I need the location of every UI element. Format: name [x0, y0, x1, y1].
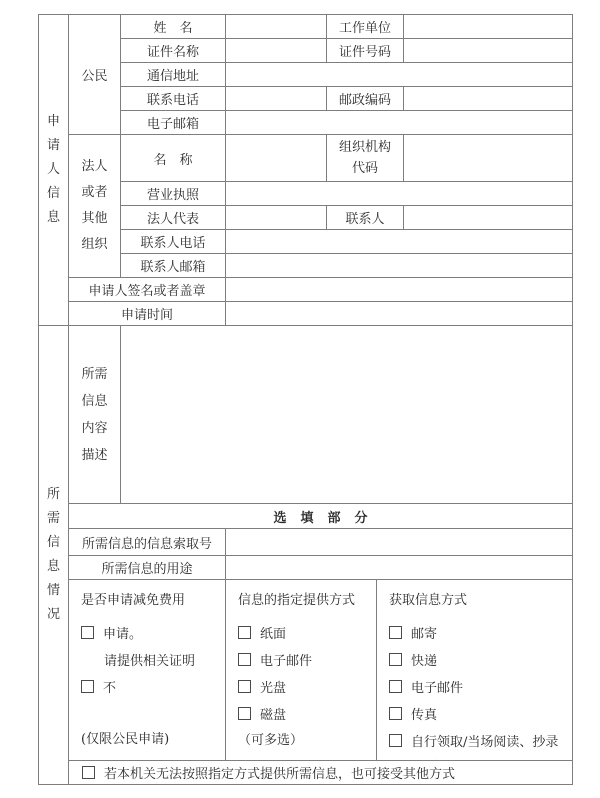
address-input-cell[interactable] — [226, 63, 573, 87]
side-char: 请 — [46, 138, 60, 153]
org-code-input-cell[interactable] — [404, 135, 573, 182]
provide-email-label: 电子邮件 — [260, 654, 313, 669]
org-code-line: 代码 — [352, 161, 379, 176]
table-row — [39, 278, 573, 302]
postcode-label: 邮政编码 — [327, 87, 404, 111]
contact-phone-label: 联系人电话 — [121, 230, 226, 254]
apply-time-input-cell[interactable] — [226, 302, 573, 326]
fee-option-no[interactable] — [81, 675, 116, 702]
phone-input-cell[interactable] — [226, 87, 327, 111]
side-char: 息 — [46, 559, 60, 574]
side-char: 息 — [46, 210, 60, 225]
fee-footnote: (仅限公民申请) — [81, 732, 170, 747]
desc-line: 内容 — [81, 420, 108, 436]
email-input-cell[interactable] — [226, 111, 573, 135]
legal-rep-input-cell[interactable] — [226, 206, 327, 230]
license-input-cell[interactable] — [226, 182, 573, 206]
desc-line: 信息 — [81, 393, 108, 409]
provide-option-cd[interactable] — [238, 675, 286, 702]
obtain-option-email[interactable] — [389, 675, 463, 702]
provide-option-paper[interactable] — [238, 621, 286, 648]
contact-label: 联系人 — [327, 206, 404, 230]
obtain-email-label: 电子邮件 — [411, 681, 464, 696]
contact-email-label: 联系人邮箱 — [121, 254, 226, 278]
legal-line: 组织 — [81, 237, 108, 252]
apply-time-label: 申请时间 — [69, 302, 226, 326]
org-code-line: 组织机构 — [339, 140, 392, 155]
org-name-input-cell[interactable] — [226, 135, 327, 182]
name-label: 姓 名 — [121, 15, 226, 39]
table-row — [39, 761, 573, 785]
obtain-self-checkbox[interactable] — [389, 734, 402, 747]
fee-waiver-title: 是否申请减免费用 — [81, 593, 186, 608]
provide-disk-checkbox[interactable] — [238, 707, 251, 720]
fee-waiver-cell — [69, 580, 226, 761]
signature-input-cell[interactable] — [226, 278, 573, 302]
postcode-input-cell[interactable] — [404, 87, 573, 111]
obtain-self-label: 自行领取/当场阅读、抄录 — [411, 735, 559, 750]
table-row — [39, 15, 573, 39]
provide-paper-checkbox[interactable] — [238, 626, 251, 639]
desc-line: 所需 — [81, 366, 108, 382]
provide-cd-checkbox[interactable] — [238, 680, 251, 693]
work-unit-input-cell[interactable] — [404, 15, 573, 39]
cert-no-label: 证件号码 — [327, 39, 404, 63]
table-row — [39, 135, 573, 182]
legal-line: 法人 — [81, 159, 108, 174]
phone-label: 联系电话 — [121, 87, 226, 111]
org-code-label — [327, 135, 404, 182]
obtain-footnote — [389, 756, 454, 761]
index-no-input-cell[interactable] — [226, 529, 573, 556]
provide-paper-label: 纸面 — [260, 627, 287, 642]
other-way-label: 若本机关无法按照指定方式提供所需信息，也可接受其他方式 — [104, 767, 456, 782]
desc-line: 描述 — [81, 447, 108, 463]
obtain-option-fax[interactable] — [389, 702, 437, 729]
obtain-express-label: 快递 — [411, 654, 438, 669]
license-label: 营业执照 — [121, 182, 226, 206]
side-char: 信 — [46, 186, 60, 201]
obtain-option-mail[interactable] — [389, 621, 437, 648]
provide-option-email[interactable] — [238, 648, 312, 675]
index-no-label: 所需信息的信息索取号 — [69, 529, 226, 556]
contact-input-cell[interactable] — [404, 206, 573, 230]
obtain-fax-label: 传真 — [411, 708, 438, 723]
table-row — [39, 326, 573, 504]
obtain-method-title: 获取信息方式 — [389, 593, 468, 608]
obtain-mail-label: 邮寄 — [411, 627, 438, 642]
provide-email-checkbox[interactable] — [238, 653, 251, 666]
optional-section-header: 选填部分 — [69, 504, 573, 529]
side-char: 人 — [46, 162, 60, 177]
citizen-group-label: 公民 — [69, 15, 121, 135]
side-char: 况 — [46, 607, 60, 622]
legal-line: 其他 — [81, 211, 108, 226]
obtain-express-checkbox[interactable] — [389, 653, 402, 666]
application-form-table — [38, 14, 573, 785]
contact-phone-input-cell[interactable] — [226, 230, 573, 254]
obtain-mail-checkbox[interactable] — [389, 626, 402, 639]
fee-apply-checkbox[interactable] — [81, 626, 94, 639]
fee-apply-note: 请提供相关证明 — [104, 654, 196, 669]
section-applicant-side-label — [39, 15, 69, 326]
side-char: 情 — [46, 583, 60, 598]
content-desc-label — [69, 326, 121, 504]
fee-no-label: 不 — [103, 681, 117, 696]
obtain-option-self[interactable] — [389, 729, 558, 756]
obtain-option-express[interactable] — [389, 648, 437, 675]
table-row — [39, 580, 573, 761]
email-label: 电子邮箱 — [121, 111, 226, 135]
other-way-checkbox[interactable] — [82, 766, 95, 779]
purpose-input-cell[interactable] — [226, 556, 573, 580]
side-char: 信 — [46, 535, 60, 550]
section-request-side-label — [39, 326, 69, 785]
fee-apply-label: 申请。 — [103, 627, 143, 642]
cert-name-input-cell[interactable] — [226, 39, 327, 63]
provide-footnote: （可多选） — [238, 733, 304, 748]
cert-name-label: 证件名称 — [121, 39, 226, 63]
other-way-cell[interactable] — [69, 761, 573, 785]
purpose-label: 所需信息的用途 — [69, 556, 226, 580]
provide-cd-label: 光盘 — [260, 681, 287, 696]
legal-line: 或者 — [81, 185, 108, 200]
provide-method-cell — [226, 580, 377, 761]
obtain-method-cell — [377, 580, 573, 761]
table-row — [39, 302, 573, 326]
fee-no-checkbox[interactable] — [81, 680, 94, 693]
table-row — [39, 529, 573, 556]
org-name-label: 名 称 — [121, 135, 226, 182]
content-desc-input-cell[interactable] — [121, 326, 573, 504]
table-row — [39, 504, 573, 529]
obtain-fax-checkbox[interactable] — [389, 707, 402, 720]
side-char: 申 — [46, 114, 60, 129]
contact-email-input-cell[interactable] — [226, 254, 573, 278]
provide-disk-label: 磁盘 — [260, 708, 287, 723]
provide-method-title: 信息的指定提供方式 — [238, 593, 356, 608]
fee-option-apply[interactable] — [81, 621, 142, 648]
cert-no-input-cell[interactable] — [404, 39, 573, 63]
signature-label: 申请人签名或者盖章 — [69, 278, 226, 302]
name-input-cell[interactable] — [226, 15, 327, 39]
table-row — [39, 556, 573, 580]
legal-entity-group-label — [69, 135, 121, 278]
provide-option-disk[interactable] — [238, 702, 286, 729]
work-unit-label: 工作单位 — [327, 15, 404, 39]
legal-rep-label: 法人代表 — [121, 206, 226, 230]
side-char: 需 — [46, 511, 60, 526]
address-label: 通信地址 — [121, 63, 226, 87]
obtain-email-checkbox[interactable] — [389, 680, 402, 693]
side-char: 所 — [46, 487, 60, 502]
